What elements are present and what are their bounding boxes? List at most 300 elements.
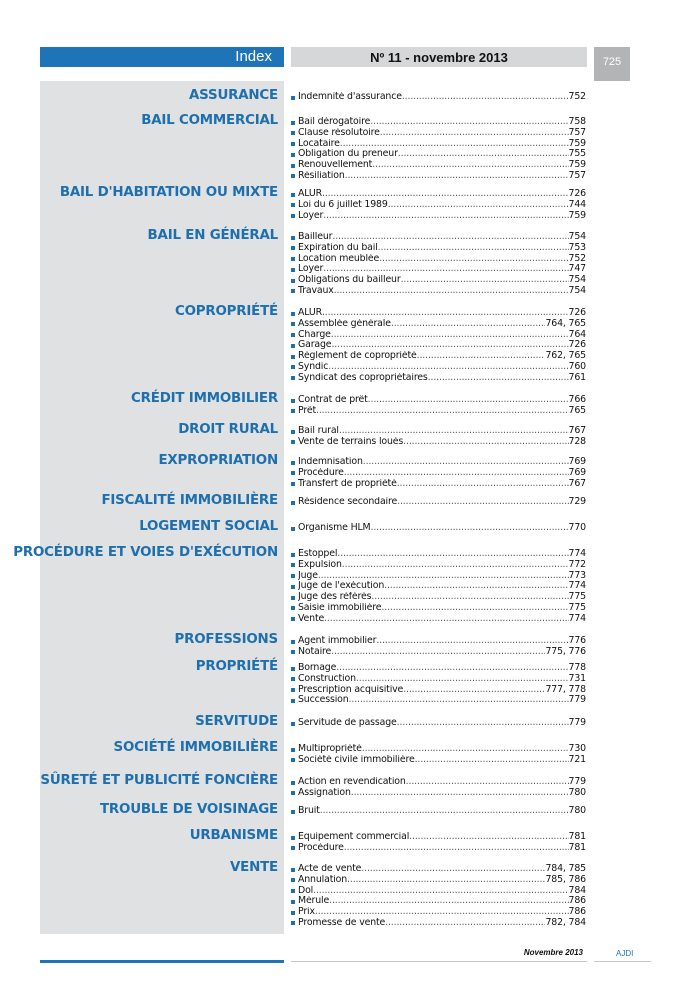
entry-list <box>291 117 586 182</box>
entry-page: 775 <box>568 602 586 613</box>
entry-page: 778 <box>568 663 586 673</box>
dot-leader <box>339 426 569 437</box>
bullet-square-icon <box>291 246 295 250</box>
entry-page: 762, 765 <box>545 351 586 362</box>
dot-leader <box>351 788 569 799</box>
dot-leader <box>342 560 569 571</box>
index-entry <box>291 286 586 297</box>
entry-list <box>291 497 586 508</box>
entry-page: 786 <box>568 907 586 918</box>
bullet-square-icon <box>291 810 295 814</box>
dot-leader <box>322 308 569 319</box>
section-title: LOGEMENT SOCIAL <box>139 519 278 534</box>
index-entry <box>291 275 586 286</box>
dot-leader <box>347 875 545 886</box>
entry-label: Indemnité d'assurance <box>298 92 402 102</box>
bullet-square-icon <box>291 563 295 567</box>
entry-label: Assignation <box>298 787 351 798</box>
entry-list <box>291 308 586 384</box>
entry-label: Bornage <box>298 663 337 673</box>
index-entry <box>291 497 586 508</box>
entry-page: 773 <box>568 570 586 581</box>
entry-label: Prix <box>298 907 315 918</box>
index-entry <box>291 636 586 647</box>
entry-list <box>291 395 586 417</box>
index-entry <box>291 117 586 128</box>
index-entry <box>291 788 586 799</box>
bullet-square-icon <box>291 868 295 872</box>
entry-page: 758 <box>568 117 586 127</box>
index-header-tab <box>40 47 284 67</box>
index-entry <box>291 128 586 139</box>
dot-leader <box>398 149 569 160</box>
section-title: EXPROPRIATION <box>158 453 278 468</box>
entry-label: Prescription acquisitive <box>298 684 404 695</box>
entry-page: 784 <box>568 885 586 896</box>
dot-leader <box>380 128 569 139</box>
entry-label: Loyer <box>298 264 324 275</box>
dot-leader <box>344 843 569 854</box>
dot-leader <box>368 395 569 406</box>
entry-label: Juge des référés <box>298 592 372 603</box>
entry-label: Syndicat des copropriétaires <box>298 372 428 383</box>
entry-page: 776 <box>568 636 586 646</box>
section-title: DROIT RURAL <box>178 422 278 437</box>
bullet-square-icon <box>291 527 295 531</box>
section-title: BAIL EN GÉNÉRAL <box>147 228 278 243</box>
entry-label: Clause résolutoire <box>298 127 380 138</box>
entry-label: Procédure <box>298 467 344 478</box>
bullet-square-icon <box>291 650 295 654</box>
index-label: Index <box>235 48 272 65</box>
entry-list <box>291 864 586 929</box>
bullet-square-icon <box>291 781 295 785</box>
entry-label: Travaux <box>298 285 334 296</box>
entry-list <box>291 549 586 625</box>
dot-leader <box>409 832 568 843</box>
entry-label: Assemblée générale <box>298 318 391 329</box>
dot-leader <box>361 864 545 875</box>
entry-list <box>291 232 586 297</box>
entry-page: 774 <box>568 581 586 592</box>
dot-leader <box>344 468 569 479</box>
entry-list <box>291 777 586 799</box>
index-entry <box>291 340 586 351</box>
bullet-square-icon <box>291 236 295 240</box>
bullet-square-icon <box>291 878 295 882</box>
dot-leader <box>316 406 569 417</box>
index-entry <box>291 806 586 817</box>
entry-page: 744 <box>568 199 586 210</box>
bullet-square-icon <box>291 203 295 207</box>
bullet-square-icon <box>291 142 295 146</box>
bullet-square-icon <box>291 748 295 752</box>
bullet-square-icon <box>291 911 295 915</box>
dot-leader <box>362 744 569 755</box>
entry-label: Garage <box>298 340 332 351</box>
dot-leader <box>334 286 569 297</box>
index-entry <box>291 351 586 362</box>
entry-label: Obligations du bailleur <box>298 275 401 286</box>
entry-page: 774 <box>568 613 586 624</box>
index-entry <box>291 319 586 330</box>
dot-leader <box>322 189 569 200</box>
entry-page: 764, 765 <box>545 318 586 329</box>
entry-page: 752 <box>568 92 586 102</box>
section-title: ASSURANCE <box>189 88 278 103</box>
entry-page: 753 <box>568 242 586 253</box>
entry-page: 726 <box>568 340 586 351</box>
dot-leader <box>356 674 569 685</box>
entry-list <box>291 92 586 103</box>
dot-leader <box>376 636 568 647</box>
index-entry <box>291 232 586 243</box>
entry-page: 772 <box>568 559 586 570</box>
index-entry <box>291 523 586 534</box>
index-entry <box>291 918 586 929</box>
entry-page: 779 <box>568 695 586 706</box>
entry-label: Bruit <box>298 806 320 816</box>
index-entry <box>291 254 586 265</box>
entry-label: Résidence secondaire <box>298 497 398 507</box>
dot-leader <box>379 254 568 265</box>
bullet-square-icon <box>291 164 295 168</box>
bullet-square-icon <box>291 482 295 486</box>
index-entry <box>291 832 586 843</box>
bullet-square-icon <box>291 376 295 380</box>
bullet-square-icon <box>291 606 295 610</box>
entry-list <box>291 426 586 448</box>
issue-label: Nº 11 - novembre 2013 <box>370 50 508 65</box>
index-entry <box>291 92 586 103</box>
dot-leader <box>323 211 568 222</box>
bullet-square-icon <box>291 268 295 272</box>
dot-leader <box>349 695 569 706</box>
entry-label: Acte de vente <box>298 864 362 874</box>
entry-page: 775 <box>568 592 586 603</box>
entry-page: 728 <box>568 436 586 447</box>
bullet-square-icon <box>291 355 295 359</box>
dot-leader <box>363 457 569 468</box>
dot-leader <box>397 479 569 490</box>
index-entry <box>291 308 586 319</box>
entry-label: Juge de l'exécution <box>298 581 385 592</box>
entry-label: Vente de terrains loués <box>298 436 404 447</box>
dot-leader <box>397 718 569 729</box>
entry-page: 780 <box>568 806 586 816</box>
index-entry <box>291 907 586 918</box>
dot-leader <box>402 92 569 103</box>
dot-leader <box>371 523 569 534</box>
entry-label: Dol <box>298 885 314 896</box>
entry-page: 769 <box>568 467 586 478</box>
bullet-square-icon <box>291 596 295 600</box>
index-entry <box>291 864 586 875</box>
index-entry <box>291 426 586 437</box>
dot-leader <box>345 171 569 182</box>
entry-label: Bail dérogatoire <box>298 117 371 127</box>
index-entry <box>291 437 586 448</box>
entry-label: Société civile immobilière <box>298 754 415 765</box>
entry-label: Construction <box>298 673 356 684</box>
section-title: SOCIÉTÉ IMMOBILIÈRE <box>113 740 278 755</box>
dot-leader <box>332 232 568 243</box>
bullet-square-icon <box>291 257 295 261</box>
bullet-square-icon <box>291 322 295 326</box>
entry-label: ALUR <box>298 189 322 199</box>
index-entry <box>291 373 586 384</box>
entry-page: 779 <box>568 718 586 728</box>
index-entry <box>291 189 586 200</box>
bullet-square-icon <box>291 214 295 218</box>
bullet-square-icon <box>291 430 295 434</box>
index-entry <box>291 264 586 275</box>
entry-page: 774 <box>568 549 586 559</box>
bullet-square-icon <box>291 836 295 840</box>
entry-label: Renouvellement <box>298 160 373 171</box>
dot-leader <box>371 592 568 603</box>
dot-leader <box>336 663 568 674</box>
bullet-square-icon <box>291 677 295 681</box>
section-title: PROPRIÉTÉ <box>195 659 278 674</box>
entry-label: Loi du 6 juillet 1989 <box>298 199 388 210</box>
dot-leader <box>403 685 545 696</box>
bullet-square-icon <box>291 846 295 850</box>
entry-page: 747 <box>568 264 586 275</box>
index-entry <box>291 647 586 658</box>
index-entry <box>291 777 586 788</box>
entry-list <box>291 663 586 706</box>
index-entry <box>291 139 586 150</box>
dot-leader <box>320 806 569 817</box>
bullet-square-icon <box>291 193 295 197</box>
bullet-square-icon <box>291 399 295 403</box>
section-title: BAIL COMMERCIAL <box>141 113 278 128</box>
entry-label: Bail rural <box>298 426 339 436</box>
entry-page: 786 <box>568 896 586 907</box>
entry-label: Servitude de passage <box>298 718 397 728</box>
entry-label: ALUR <box>298 308 322 318</box>
bullet-square-icon <box>291 312 295 316</box>
entry-page: 781 <box>568 842 586 853</box>
bullet-square-icon <box>291 921 295 925</box>
section-title: SÛRETÉ ET PUBLICITÉ FONCIÈRE <box>40 773 278 788</box>
dot-leader <box>318 571 569 582</box>
index-entry <box>291 896 586 907</box>
dot-leader <box>384 581 568 592</box>
dot-leader <box>324 614 568 625</box>
index-entry <box>291 479 586 490</box>
footer-bar <box>40 960 284 963</box>
page-number: 725 <box>602 56 622 68</box>
entry-label: Loyer <box>298 210 324 221</box>
dot-leader <box>378 243 569 254</box>
entry-page: 754 <box>568 285 586 296</box>
dot-leader <box>331 340 568 351</box>
entry-label: Multipropriété <box>298 744 362 754</box>
bullet-square-icon <box>291 900 295 904</box>
index-entry <box>291 663 586 674</box>
index-entry <box>291 468 586 479</box>
section-title: SERVITUDE <box>195 714 278 729</box>
entry-page: 767 <box>568 426 586 436</box>
dot-leader <box>337 549 568 560</box>
entry-page: 765 <box>568 405 586 416</box>
bullet-square-icon <box>291 688 295 692</box>
entry-page: 764 <box>568 329 586 340</box>
bullet-square-icon <box>291 501 295 505</box>
section-title: URBANISME <box>189 828 278 843</box>
entry-label: Prêt <box>298 405 316 416</box>
entry-page: 757 <box>568 127 586 138</box>
index-entry <box>291 571 586 582</box>
dot-leader <box>391 319 546 330</box>
entry-label: Indemnisation <box>298 457 363 467</box>
index-entry <box>291 744 586 755</box>
entry-label: Expulsion <box>298 559 342 570</box>
index-entry <box>291 243 586 254</box>
bullet-square-icon <box>291 131 295 135</box>
entry-list <box>291 744 586 766</box>
dot-leader <box>323 264 568 275</box>
bullet-square-icon <box>291 667 295 671</box>
section-title: PROCÉDURE ET VOIES D'EXÉCUTION <box>13 545 278 560</box>
entry-page: 731 <box>568 673 586 684</box>
entry-page: 766 <box>568 395 586 405</box>
entry-page: 726 <box>568 308 586 318</box>
entry-page: 777, 778 <box>545 684 586 695</box>
bullet-square-icon <box>291 640 295 644</box>
entry-page: 729 <box>568 497 586 507</box>
entry-list <box>291 523 586 534</box>
index-entry <box>291 549 586 560</box>
entry-page: 730 <box>568 744 586 754</box>
index-entry <box>291 614 586 625</box>
entry-list <box>291 189 586 221</box>
dot-leader <box>331 330 569 341</box>
bullet-square-icon <box>291 585 295 589</box>
entry-label: Promesse de vente <box>298 917 386 928</box>
entry-label: Transfert de propriété <box>298 478 397 489</box>
index-entry <box>291 581 586 592</box>
index-entry <box>291 603 586 614</box>
bullet-square-icon <box>291 617 295 621</box>
footer-rule <box>291 948 587 962</box>
footer-rule-right <box>594 949 651 962</box>
entry-page: 770 <box>568 523 586 533</box>
dot-leader <box>340 139 569 150</box>
index-entry <box>291 695 586 706</box>
bullet-square-icon <box>291 722 295 726</box>
index-entry <box>291 685 586 696</box>
index-entry <box>291 395 586 406</box>
dot-leader <box>403 437 568 448</box>
entry-page: 785, 786 <box>545 874 586 885</box>
index-entry <box>291 755 586 766</box>
footer-date: Novembre 2013 <box>523 948 583 957</box>
entry-page: 782, 784 <box>545 917 586 928</box>
dot-leader <box>406 777 569 788</box>
index-entry <box>291 330 586 341</box>
section-title: VENTE <box>230 860 278 875</box>
entry-page: 781 <box>568 832 586 842</box>
index-entry <box>291 674 586 685</box>
dot-leader <box>417 351 546 362</box>
section-title: TROUBLE DE VOISINAGE <box>99 802 278 817</box>
entry-label: Agent immobilier <box>298 636 377 646</box>
index-entry <box>291 362 586 373</box>
entry-page: 726 <box>568 189 586 199</box>
entry-label: Bailleur <box>298 232 333 242</box>
entry-label: Procédure <box>298 842 344 853</box>
index-entry <box>291 560 586 571</box>
index-entry <box>291 200 586 211</box>
entry-list <box>291 832 586 854</box>
entry-page: 780 <box>568 787 586 798</box>
entry-label: Estoppel <box>298 549 338 559</box>
section-title: CRÉDIT IMMOBILIER <box>131 391 278 406</box>
bullet-square-icon <box>291 289 295 293</box>
index-entry <box>291 592 586 603</box>
section-title: FISCALITÉ IMMOBILIÈRE <box>101 493 278 508</box>
bullet-square-icon <box>291 791 295 795</box>
page-number-box <box>594 47 630 81</box>
index-entry <box>291 875 586 886</box>
entry-page: 752 <box>568 253 586 264</box>
index-entry <box>291 843 586 854</box>
entry-label: Action en revendication <box>298 777 406 787</box>
dot-leader <box>328 362 568 373</box>
entry-page: 761 <box>568 372 586 383</box>
entry-page: 784, 785 <box>545 864 586 874</box>
dot-leader <box>397 497 568 508</box>
entry-label: Obligation du preneur <box>298 149 398 160</box>
entry-label: Juge <box>298 570 318 581</box>
bullet-square-icon <box>291 440 295 444</box>
entry-page: 759 <box>568 210 586 221</box>
entry-label: Vente <box>298 613 325 624</box>
entry-label: Saisie immobilière <box>298 602 382 613</box>
bullet-square-icon <box>291 758 295 762</box>
bullet-square-icon <box>291 174 295 178</box>
section-title: BAIL D'HABITATION OU MIXTE <box>59 185 278 200</box>
bullet-square-icon <box>291 96 295 100</box>
index-entry <box>291 160 586 171</box>
entry-label: Annulation <box>298 874 348 885</box>
entry-page: 754 <box>568 232 586 242</box>
dot-leader <box>401 275 569 286</box>
entry-label: Expiration du bail <box>298 242 378 253</box>
bullet-square-icon <box>291 121 295 125</box>
entry-label: Locataire <box>298 138 340 149</box>
bullet-square-icon <box>291 365 295 369</box>
bullet-square-icon <box>291 699 295 703</box>
entry-page: 759 <box>568 160 586 171</box>
entry-list <box>291 806 586 817</box>
dot-leader <box>388 200 569 211</box>
entry-label: Organisme HLM <box>298 523 371 533</box>
entry-label: Location meublée <box>298 253 380 264</box>
bullet-square-icon <box>291 153 295 157</box>
entry-label: Succession <box>298 695 349 706</box>
entry-label: Mérule <box>298 896 330 907</box>
entry-page: 757 <box>568 170 586 181</box>
index-entry <box>291 886 586 897</box>
bullet-square-icon <box>291 889 295 893</box>
bullet-square-icon <box>291 409 295 413</box>
bullet-square-icon <box>291 333 295 337</box>
dot-leader <box>315 907 569 918</box>
